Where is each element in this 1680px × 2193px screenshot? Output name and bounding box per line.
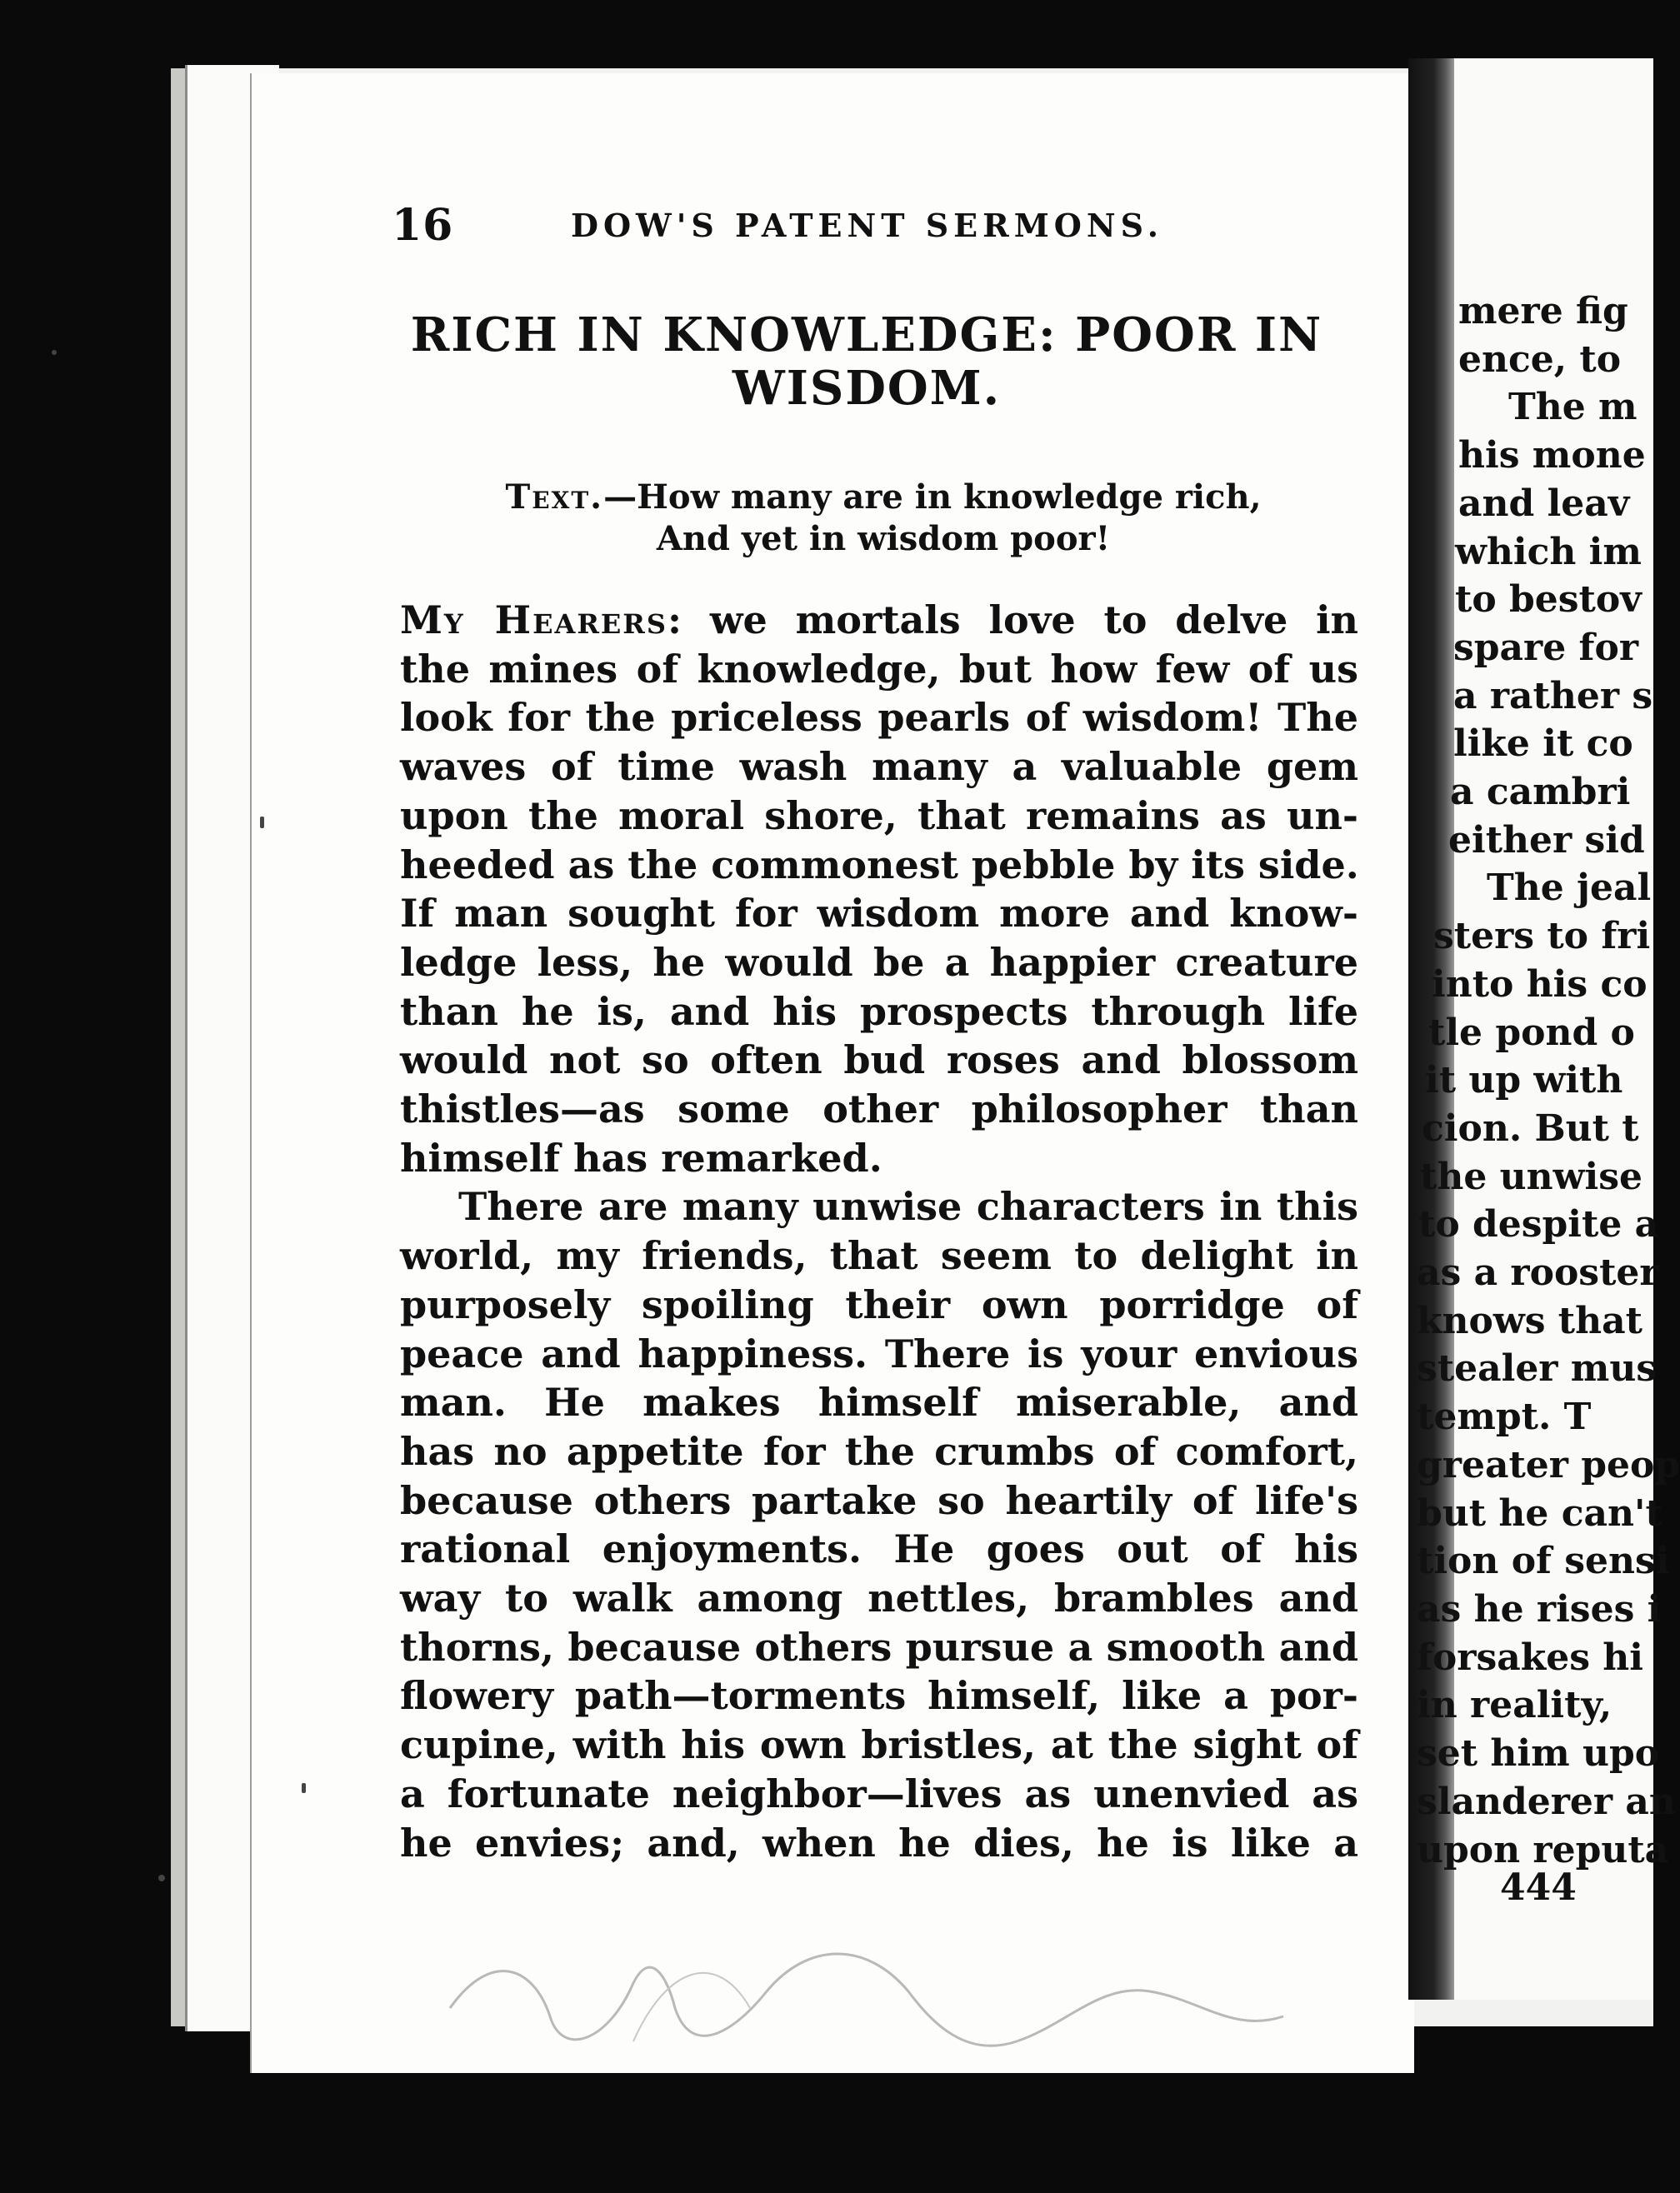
dust-speck: [302, 1783, 306, 1793]
body-line: because others partake so heartily of life's: [400, 1477, 1358, 1523]
body-line: himself has remarked.: [400, 1135, 882, 1181]
scripture-text: [467, 477, 1300, 560]
facing-line: to despite a: [1418, 1203, 1659, 1246]
facing-line: tion of sensi: [1417, 1540, 1670, 1583]
facing-line: like it co: [1453, 722, 1633, 766]
text-line-1: —How many are in knowledge rich,: [603, 477, 1262, 517]
body-line: he envies; and, when he dies, he is like a: [400, 1820, 1358, 1866]
facing-line: The jeal: [1487, 867, 1652, 910]
body-line: rational enjoyments. He goes out of his: [400, 1526, 1358, 1572]
facing-line: but he can't: [1417, 1491, 1662, 1535]
facing-line: knows that: [1417, 1299, 1642, 1342]
body-line: ledge less, he would be a happier creature: [400, 939, 1358, 985]
facing-line: a cambri: [1450, 771, 1631, 814]
sermon-body: [400, 596, 1358, 1867]
facing-page-number: 444: [1500, 1866, 1577, 1909]
dust-speck: [158, 1875, 165, 1881]
text-line-2: And yet in wisdom poor!: [656, 519, 1111, 558]
body-line: would not so often bud roses and blossom: [400, 1037, 1358, 1083]
book-spine-edge: [171, 68, 186, 2026]
salutation: My Hearers: [400, 597, 668, 642]
page-header: [392, 200, 1225, 251]
facing-line: mere fig: [1458, 290, 1628, 332]
body-line: thistles—as some other philosopher than: [400, 1087, 1358, 1132]
facing-line: spare for: [1453, 626, 1638, 669]
body-line: peace and happiness. There is your envious: [400, 1331, 1358, 1376]
body-line: flowery path—torments himself, like a por-: [400, 1673, 1358, 1719]
facing-line: forsakes hi: [1417, 1636, 1644, 1679]
facing-line: as a rooster: [1417, 1251, 1659, 1295]
facing-line: his mone: [1458, 434, 1646, 477]
facing-line: to bestov: [1455, 578, 1642, 622]
dust-speck: [52, 350, 57, 355]
facing-line: slanderer an: [1417, 1780, 1676, 1823]
facing-line: greater peop: [1417, 1443, 1680, 1486]
facing-line: ence, to: [1458, 337, 1622, 381]
body-line: upon the moral shore, that remains as un-: [400, 792, 1358, 838]
running-title: DOW'S PATENT SERMONS.: [571, 207, 1163, 244]
sermon-title-line-1: RICH IN KNOWLEDGE: POOR IN: [410, 307, 1323, 362]
text-label: Text.: [505, 477, 604, 517]
facing-line: which im: [1455, 530, 1642, 573]
facing-line: the unwise: [1420, 1155, 1642, 1198]
facing-line: set him upo: [1417, 1732, 1660, 1776]
sermon-title-line-2: WISDOM.: [732, 361, 1002, 416]
facing-line: and leav: [1458, 482, 1630, 525]
body-line: man. He makes himself miserable, and: [400, 1380, 1358, 1426]
facing-line: either sid: [1448, 818, 1645, 862]
facing-line: cion. But t: [1422, 1106, 1639, 1150]
body-line: My Hearers: we mortals love to delve in: [400, 597, 1358, 642]
body-line: the mines of knowledge, but how few of us: [400, 646, 1358, 692]
facing-line: it up with: [1425, 1059, 1623, 1102]
page-number: 16: [392, 200, 454, 251]
body-line: heeded as the commonest pebble by its side.: [400, 842, 1359, 887]
body-line: a fortunate neighbor—lives as unenvied as: [400, 1771, 1358, 1816]
body-line: waves of time wash many a valuable gem: [400, 744, 1358, 790]
body-line: way to walk among nettles, brambles and: [400, 1576, 1358, 1621]
body-line: cupine, with his own bristles, at the sight of: [400, 1722, 1358, 1768]
body-line: than he is, and his prospects through life: [400, 988, 1358, 1034]
facing-line: tempt. T: [1417, 1396, 1592, 1439]
body-line: thorns, because others pursue a smooth and: [400, 1624, 1358, 1670]
body-line: has no appetite for the crumbs of comfort,: [400, 1428, 1358, 1474]
facing-line: tle pond o: [1428, 1011, 1635, 1054]
facing-line: into his co: [1432, 962, 1648, 1006]
facing-line: upon reputa: [1417, 1828, 1669, 1871]
body-line: There are many unwise characters in this: [458, 1184, 1358, 1230]
pencil-scribble: [417, 1916, 1417, 2083]
facing-line: as he rises i: [1417, 1587, 1662, 1631]
facing-line: in reality,: [1417, 1684, 1612, 1727]
facing-line: stealer mus: [1417, 1347, 1658, 1391]
facing-page-text: [1417, 287, 1680, 1874]
body-line: If man sought for wisdom more and know-: [400, 891, 1358, 937]
facing-line: The m: [1508, 386, 1638, 429]
body-line: purposely spoiling their own porridge of: [400, 1281, 1358, 1327]
dust-speck: [260, 817, 264, 828]
body-line: world, my friends, that seem to delight in: [400, 1233, 1358, 1279]
body-line: look for the priceless pearls of wisdom! The: [400, 695, 1358, 741]
sermon-title: [367, 308, 1367, 415]
facing-line: a rather s: [1453, 674, 1653, 717]
facing-line: sters to fri: [1433, 915, 1651, 958]
